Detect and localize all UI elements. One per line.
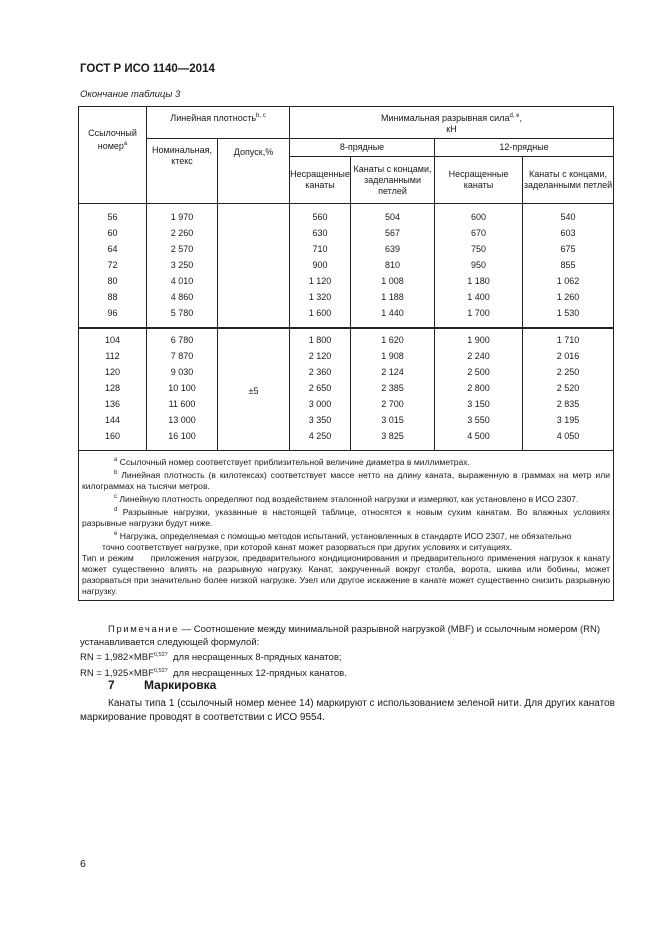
cell-12-loop: 2 520 xyxy=(523,380,614,396)
section-number: 7 xyxy=(108,678,115,692)
table-row xyxy=(79,289,614,305)
cell-tolerance xyxy=(218,241,290,257)
cell-8-unspliced: 630 xyxy=(290,225,351,241)
cell-ref: 128 xyxy=(79,380,147,396)
cell-12-unspliced: 1 700 xyxy=(435,305,523,328)
cell-8-loop: 1 188 xyxy=(351,289,435,305)
cell-nominal: 2 570 xyxy=(147,241,218,257)
cell-tolerance xyxy=(218,289,290,305)
cell-12-loop: 2 016 xyxy=(523,348,614,364)
footnote-a: $^a$ Ссылочный номер соответствует приблизительной величине диаметра в миллиметрах. xyxy=(114,457,470,467)
cell-nominal: 3 250 xyxy=(147,257,218,273)
cell-8-loop: 3 825 xyxy=(351,428,435,451)
cell-8-loop: 567 xyxy=(351,225,435,241)
cell-12-unspliced: 2 240 xyxy=(435,348,523,364)
cell-12-loop: 3 195 xyxy=(523,412,614,428)
cell-8-loop: 2 124 xyxy=(351,364,435,380)
page-number: 6 xyxy=(80,858,86,870)
cell-tolerance xyxy=(218,273,290,289)
cell-12-loop: 855 xyxy=(523,257,614,273)
formula-8-strand: RN = 1,982×MBF$^{0,527}$ для несращенных 8-прядных канатов; xyxy=(80,652,342,663)
cell-tolerance xyxy=(218,257,290,273)
cell-nominal: 16 100 xyxy=(147,428,218,451)
table-row xyxy=(79,328,614,348)
cell-12-loop: 4 050 xyxy=(523,428,614,451)
cell-8-loop: 810 xyxy=(351,257,435,273)
cell-8-loop: 504 xyxy=(351,204,435,226)
table-caption: Окончание таблицы 3 xyxy=(80,89,181,100)
note-block xyxy=(80,624,615,680)
cell-8-loop: 1 440 xyxy=(351,305,435,328)
footnote-e-cont: точно соответствует нагрузке, при которой канат может разорваться при других условиях и ситуациях. xyxy=(102,542,513,552)
cell-nominal: 2 260 xyxy=(147,225,218,241)
section-paragraph: Канаты типа 1 (ссылочный номер менее 14) маркируют с использованием зеленой нити. Для других канатов маркирование проводят в соответствии с ИСО 9554. xyxy=(80,698,615,723)
cell-8-unspliced: 3 350 xyxy=(290,412,351,428)
cell-8-unspliced: 900 xyxy=(290,257,351,273)
cell-12-loop: 2 835 xyxy=(523,396,614,412)
cell-ref: 80 xyxy=(79,273,147,289)
header-12-loop: Канаты с концами, заделанными петлей xyxy=(523,157,614,204)
cell-ref: 112 xyxy=(79,348,147,364)
cell-12-unspliced: 2 800 xyxy=(435,380,523,396)
cell-12-unspliced: 1 400 xyxy=(435,289,523,305)
cell-12-unspliced: 750 xyxy=(435,241,523,257)
header-8-unspliced: Несращенные канаты xyxy=(290,157,351,204)
header-min-breaking-force: Минимальная разрывная сила$^{d, e}$, кН xyxy=(290,107,614,139)
cell-ref: 104 xyxy=(79,328,147,348)
cell-nominal: 10 100 xyxy=(147,380,218,396)
cell-nominal: 4 010 xyxy=(147,273,218,289)
footnote-c: $^c$ Линейную плотность определяют под воздействием эталонной нагрузки и измеряют, как установлено в ИСО 2307. xyxy=(114,494,579,504)
cell-12-unspliced: 670 xyxy=(435,225,523,241)
header-8-loop: Канаты с концами, заделанными петлей xyxy=(351,157,435,204)
cell-12-loop: 540 xyxy=(523,204,614,226)
cell-8-unspliced: 2 360 xyxy=(290,364,351,380)
table-row xyxy=(79,305,614,328)
table-row xyxy=(79,204,614,226)
footnote-d: $^d$ Разрывные нагрузки, указанные в настоящей таблице, относятся к новым сухим канатам. Во влажных условиях разрывные нагрузки будут ниже. xyxy=(82,507,611,528)
cell-12-unspliced: 1 180 xyxy=(435,273,523,289)
cell-8-unspliced: 710 xyxy=(290,241,351,257)
cell-ref: 144 xyxy=(79,412,147,428)
cell-ref: 160 xyxy=(79,428,147,451)
table-footnotes xyxy=(79,451,614,601)
table-row xyxy=(79,412,614,428)
header-tolerance: Допуск,% xyxy=(218,139,290,204)
table-row xyxy=(79,380,614,396)
cell-8-loop: 3 015 xyxy=(351,412,435,428)
header-ref-number: Ссылочный номер$^a$ xyxy=(79,107,147,204)
cell-12-loop: 603 xyxy=(523,225,614,241)
cell-8-loop: 2 700 xyxy=(351,396,435,412)
cell-8-loop: 1 620 xyxy=(351,328,435,348)
cell-8-unspliced: 2 120 xyxy=(290,348,351,364)
cell-12-loop: 1 710 xyxy=(523,328,614,348)
cell-8-loop: 1 908 xyxy=(351,348,435,364)
cell-8-unspliced: 1 320 xyxy=(290,289,351,305)
table-row xyxy=(79,428,614,451)
cell-ref: 72 xyxy=(79,257,147,273)
cell-nominal: 6 780 xyxy=(147,328,218,348)
footnote-e: $^e$ Нагрузка, определяемая с помощью методов испытаний, установленных в стандарте ИСО 2307, не обязательно xyxy=(114,531,572,541)
cell-12-unspliced: 600 xyxy=(435,204,523,226)
cell-12-unspliced: 4 500 xyxy=(435,428,523,451)
cell-tolerance: ±5 xyxy=(218,328,290,451)
cell-ref: 136 xyxy=(79,396,147,412)
cell-ref: 96 xyxy=(79,305,147,328)
cell-8-unspliced: 1 800 xyxy=(290,328,351,348)
cell-tolerance xyxy=(218,305,290,328)
cell-nominal: 7 870 xyxy=(147,348,218,364)
footnote-e-cont2: Тип и режим приложения нагрузок, предварительного кондиционирования и предварительного применения нагрузок к канату может существенно влиять на разрывную нагрузку. Канат, закрученный вокруг столба, ворота, шкива или бобины, может разорваться при значительно более низкой нагрузке. Узел или другое искажение в канате может существенно снизить разрывную нагрузку. xyxy=(82,553,613,596)
note-text: Примечание — Соотношение между минимальной разрывной нагрузкой (MBF) и ссылочным номером (RN) устанавливается следующей формулой: xyxy=(80,624,600,648)
table-row xyxy=(79,241,614,257)
cell-ref: 88 xyxy=(79,289,147,305)
header-12-strand: 12-прядные xyxy=(435,139,614,157)
header-8-strand: 8-прядные xyxy=(290,139,435,157)
cell-12-unspliced: 2 500 xyxy=(435,364,523,380)
cell-8-unspliced: 1 600 xyxy=(290,305,351,328)
footnote-b: $^b$ Линейная плотность (в килотексах) соответствует массе нетто на длину каната, выраженную в граммах на метр или килограммах на тысячи метров. xyxy=(82,470,611,491)
cell-12-loop: 2 250 xyxy=(523,364,614,380)
cell-8-unspliced: 1 120 xyxy=(290,273,351,289)
cell-nominal: 11 600 xyxy=(147,396,218,412)
cell-tolerance xyxy=(218,225,290,241)
cell-8-loop: 1 008 xyxy=(351,273,435,289)
table-row xyxy=(79,396,614,412)
cell-ref: 64 xyxy=(79,241,147,257)
cell-12-loop: 1 260 xyxy=(523,289,614,305)
cell-ref: 56 xyxy=(79,204,147,226)
cell-tolerance xyxy=(218,204,290,226)
cell-nominal: 9 030 xyxy=(147,364,218,380)
header-nominal: Номинальная, ктекс xyxy=(147,139,218,204)
cell-8-unspliced: 2 650 xyxy=(290,380,351,396)
cell-12-loop: 1 530 xyxy=(523,305,614,328)
header-12-unspliced: Несращенные канаты xyxy=(435,157,523,204)
cell-8-loop: 2 385 xyxy=(351,380,435,396)
cell-8-loop: 639 xyxy=(351,241,435,257)
standard-header: ГОСТ Р ИСО 1140—2014 xyxy=(80,63,215,75)
cell-nominal: 1 970 xyxy=(147,204,218,226)
formula-12-strand: RN = 1,925×MBF$^{0,527}$ для несращенных 12-прядных канатов. xyxy=(80,667,347,679)
cell-8-unspliced: 3 000 xyxy=(290,396,351,412)
cell-12-unspliced: 1 900 xyxy=(435,328,523,348)
cell-12-loop: 1 062 xyxy=(523,273,614,289)
table-row xyxy=(79,257,614,273)
cell-ref: 60 xyxy=(79,225,147,241)
table-row xyxy=(79,348,614,364)
cell-12-unspliced: 3 550 xyxy=(435,412,523,428)
table-row xyxy=(79,225,614,241)
table-row xyxy=(79,273,614,289)
cell-12-unspliced: 950 xyxy=(435,257,523,273)
cell-nominal: 5 780 xyxy=(147,305,218,328)
table-row xyxy=(79,364,614,380)
cell-8-unspliced: 560 xyxy=(290,204,351,226)
header-linear-density: Линейная плотность$^{b, c}$ xyxy=(147,107,290,139)
table-3 xyxy=(78,106,614,601)
cell-8-unspliced: 4 250 xyxy=(290,428,351,451)
cell-ref: 120 xyxy=(79,364,147,380)
section-heading xyxy=(108,678,216,692)
cell-12-loop: 675 xyxy=(523,241,614,257)
section-title: Маркировка xyxy=(144,678,217,692)
cell-nominal: 4 860 xyxy=(147,289,218,305)
cell-12-unspliced: 3 150 xyxy=(435,396,523,412)
cell-nominal: 13 000 xyxy=(147,412,218,428)
